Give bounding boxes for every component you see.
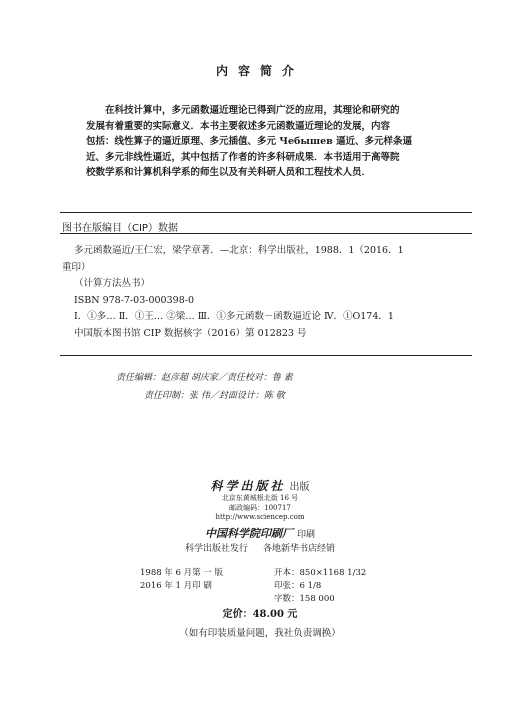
- printer-suffix: 印刷: [296, 530, 315, 540]
- summary-line: 在科技计算中，多元函数逼近理论已得到广泛的应用，其理论和研究的: [105, 105, 400, 116]
- cip-heading: 图书在版编目（CIP）数据: [62, 223, 178, 234]
- summary-text: [86, 103, 458, 181]
- summary-line: 包括：线性算子的逼近原理、多元插值、多元 Чебышев 逼近、多元样条逼: [86, 136, 413, 147]
- cip-line: 多元函数逼近/王仁宏，梁学章著．—北京：科学出版社，1988．1（2016．1: [74, 245, 404, 256]
- price: 定价：48.00 元: [222, 609, 298, 620]
- summary-title: 内容简介: [215, 64, 304, 78]
- divider-cip: [60, 233, 472, 234]
- summary-line: 近、多元非线性逼近，其中包括了作者的许多科研成果．本书适用于高等院: [86, 151, 400, 163]
- edition-row2-left: 2016 年 1 月印 刷: [140, 581, 212, 591]
- summary-line: 校数学系和计算机科学系的师生以及有关科研人员和工程技术人员．: [86, 167, 372, 178]
- publisher-website: http://www.sciencep.com: [215, 513, 305, 521]
- credits-line: 责任印制：张 伟／封面设计：陈 敬: [144, 391, 285, 401]
- credits-editors: [116, 370, 299, 383]
- publisher-postcode: 邮政编码：100717: [229, 504, 291, 512]
- cip-data: [62, 243, 472, 342]
- cip-line: Ⅰ．①多… Ⅱ．①王… ②梁… Ⅲ．①多元函数－函数逼近论 Ⅳ．①O174．1: [74, 311, 394, 322]
- edition-row1-left: 1988 年 6 月第 一 版: [140, 568, 224, 578]
- seller: 各地新华书店经销: [262, 544, 335, 554]
- summary-line: 发展有着重要的实际意义．本书主要叙述多元函数逼近理论的发展，内容: [86, 120, 391, 132]
- cip-line: （计算方法丛书）: [74, 278, 151, 289]
- publisher-name: 科学出版社: [210, 479, 286, 493]
- divider-bottom: [60, 355, 472, 356]
- publisher-address: 北京东黄城根北街 16 号: [221, 494, 299, 502]
- cip-line: ISBN 978-7-03-000398-0: [74, 294, 194, 306]
- quality-notice: （如有印装质量问题，我社负责调换）: [179, 628, 341, 639]
- cip-line: 中国版本图书馆 CIP 数据核字（2016）第 012823 号: [74, 327, 307, 339]
- divider-top: [60, 212, 472, 213]
- distribution-line: [0, 541, 520, 554]
- printer-line: [0, 525, 520, 541]
- edition-row2-right: 印张：6 1/8: [274, 581, 322, 591]
- publisher-suffix: 出版: [289, 482, 310, 493]
- distributor: 科学出版社发行: [185, 544, 249, 554]
- credits-line: 责任编辑：赵彦超 胡庆家／责任校对：鲁 素: [116, 373, 293, 383]
- credits-production: [144, 388, 291, 401]
- edition-row3-right: 字数：158 000: [274, 594, 335, 604]
- publisher-line: [0, 477, 520, 494]
- edition-row1-right: 开本：850×1168 1/32: [274, 568, 367, 578]
- printer-name: 中国科学院印刷厂: [204, 527, 293, 540]
- cip-line: 重印）: [62, 261, 91, 273]
